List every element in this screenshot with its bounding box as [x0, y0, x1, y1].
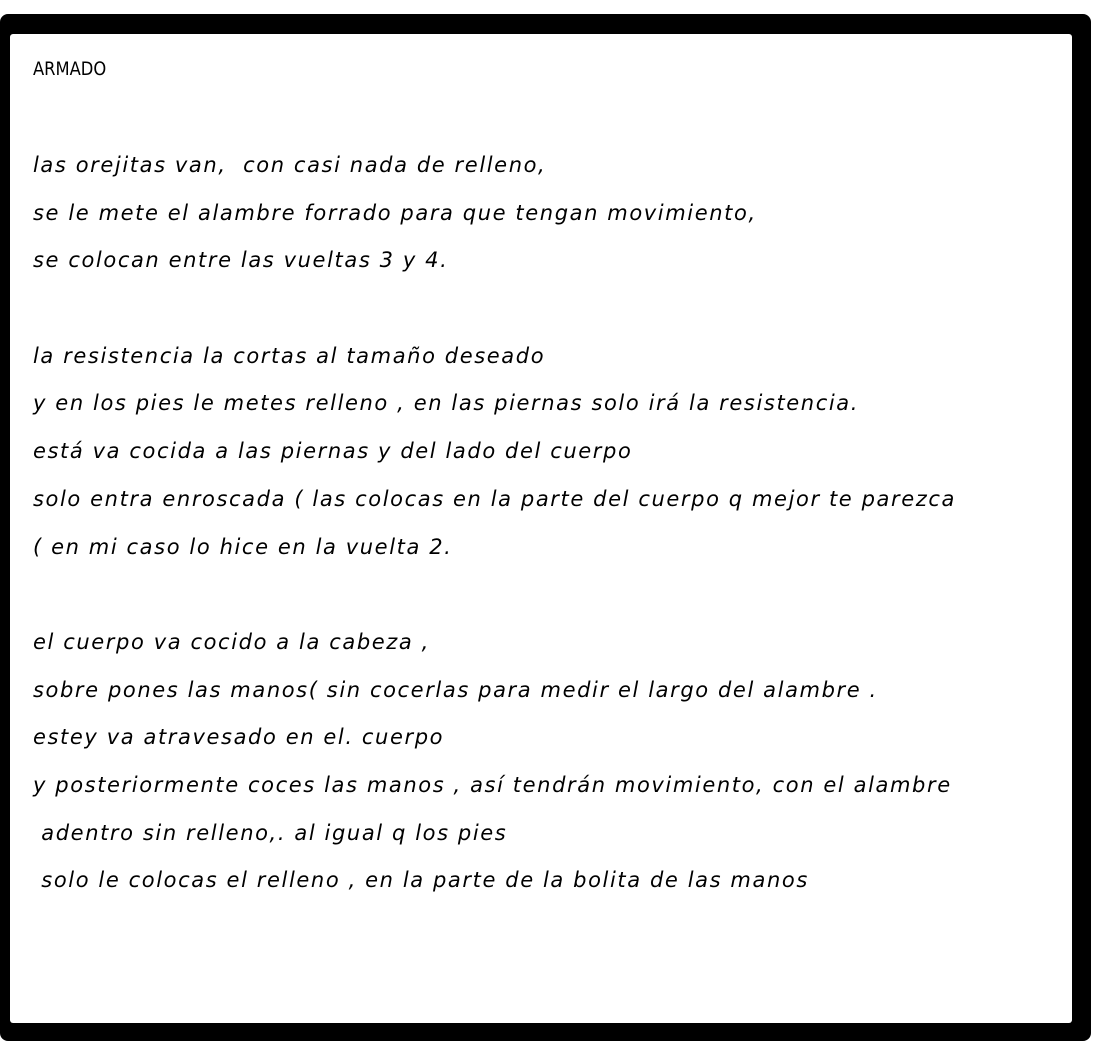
text-line: sobre pones las manos( sin cocerlas para medir el largo del alambre .: [33, 677, 878, 702]
text-line: se colocan entre las vueltas 3 y 4.: [33, 248, 449, 273]
text-line: la resistencia la cortas al tamaño deseado: [33, 343, 546, 368]
text-line: está va cocida a las piernas y del lado del cuerpo: [33, 439, 633, 464]
text-line: adentro sin relleno,. al igual q los pies: [33, 820, 508, 845]
text-line: ( en mi caso lo hice en la vuelta 2.: [33, 534, 453, 559]
paragraph-ears: [33, 142, 1063, 285]
text-line: se le mete el alambre forrado para que tengan movimiento,: [33, 200, 757, 225]
text-line: el cuerpo va cocido a la cabeza ,: [33, 629, 430, 654]
text-line: solo entra enroscada ( las colocas en la parte del cuerpo q mejor te parezca: [33, 486, 956, 511]
text-line: solo le colocas el relleno , en la parte de la bolita de las manos: [33, 868, 809, 893]
note-title: ARMADO: [33, 58, 107, 80]
paragraph-legs: [33, 333, 1063, 571]
text-line: las orejitas van, con casi nada de relleno,: [33, 153, 547, 177]
paragraph-body-hands: [33, 619, 1063, 905]
note-content: [33, 52, 1063, 905]
text-line: y en los pies le metes relleno , en las piernas solo irá la resistencia.: [33, 391, 860, 416]
text-line: y posteriormente coces las manos , así tendrán movimiento, con el alambre: [33, 772, 952, 797]
text-line: estey va atravesado en el. cuerpo: [33, 725, 445, 750]
